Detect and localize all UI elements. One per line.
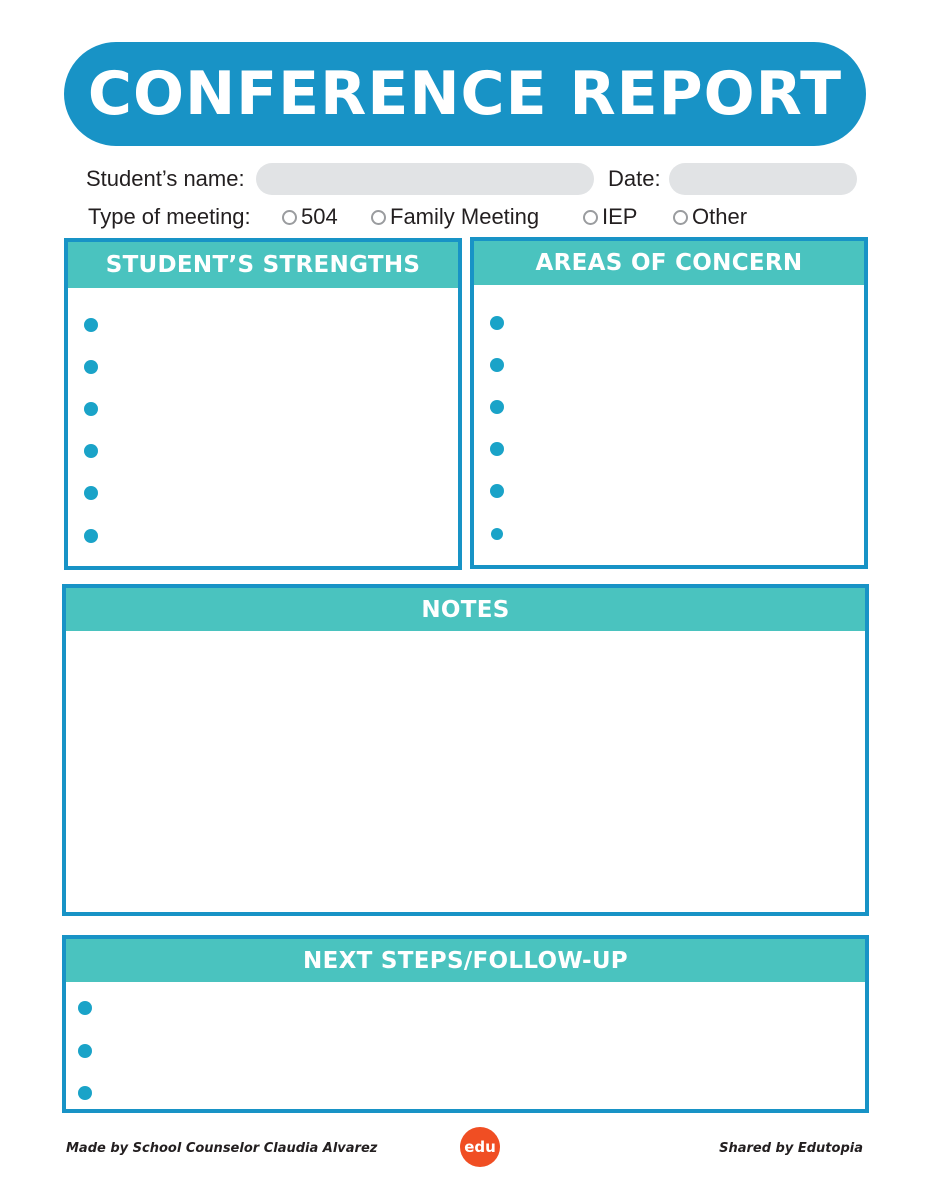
date-label: Date: [608, 166, 661, 191]
bullet-icon [84, 444, 98, 458]
meeting-option-other[interactable] [673, 206, 747, 228]
radio-icon[interactable] [282, 210, 297, 225]
student-name-label: Student’s name: [86, 166, 245, 191]
bullet-icon [491, 528, 503, 540]
footer-shared-by: Shared by Edutopia [719, 1141, 863, 1156]
bullet-icon [490, 358, 504, 372]
logo-text: edu [464, 1138, 496, 1156]
date-input[interactable] [669, 163, 857, 195]
strengths-box[interactable] [64, 238, 462, 570]
strengths-header: STUDENT’S STRENGTHS [68, 242, 458, 288]
bullet-icon [490, 484, 504, 498]
radio-icon[interactable] [371, 210, 386, 225]
meeting-type-label: Type of meeting: [88, 204, 251, 229]
bullet-icon [84, 402, 98, 416]
bullet-icon [84, 318, 98, 332]
bullet-icon [84, 360, 98, 374]
bullet-icon [84, 486, 98, 500]
notes-box[interactable] [62, 584, 869, 916]
next-steps-box[interactable] [62, 935, 869, 1113]
radio-icon[interactable] [583, 210, 598, 225]
meeting-option-iep[interactable] [583, 206, 637, 228]
edu-logo-icon [460, 1127, 500, 1167]
student-name-input[interactable] [256, 163, 594, 195]
meeting-option-label: Other [692, 204, 748, 229]
radio-icon[interactable] [673, 210, 688, 225]
concerns-header: AREAS OF CONCERN [474, 241, 864, 285]
footer-credit: Made by School Counselor Claudia Alvarez [66, 1141, 378, 1156]
notes-header: NOTES [66, 588, 865, 631]
meeting-option-family-meeting[interactable] [371, 206, 539, 228]
meeting-option-label: Family Meeting [390, 204, 540, 229]
next-steps-header: NEXT STEPS/FOLLOW-UP [66, 939, 865, 982]
bullet-icon [78, 1086, 92, 1100]
concerns-box[interactable] [470, 237, 868, 569]
bullet-icon [78, 1044, 92, 1058]
meeting-option-label: IEP [602, 204, 638, 229]
meeting-option-label: 504 [301, 204, 338, 229]
bullet-icon [490, 400, 504, 414]
bullet-icon [78, 1001, 92, 1015]
bullet-icon [84, 529, 98, 543]
page-title: CONFERENCE REPORT [87, 59, 843, 129]
bullet-icon [490, 316, 504, 330]
title-banner [64, 42, 866, 146]
bullet-icon [490, 442, 504, 456]
meeting-option-504[interactable] [282, 206, 338, 228]
